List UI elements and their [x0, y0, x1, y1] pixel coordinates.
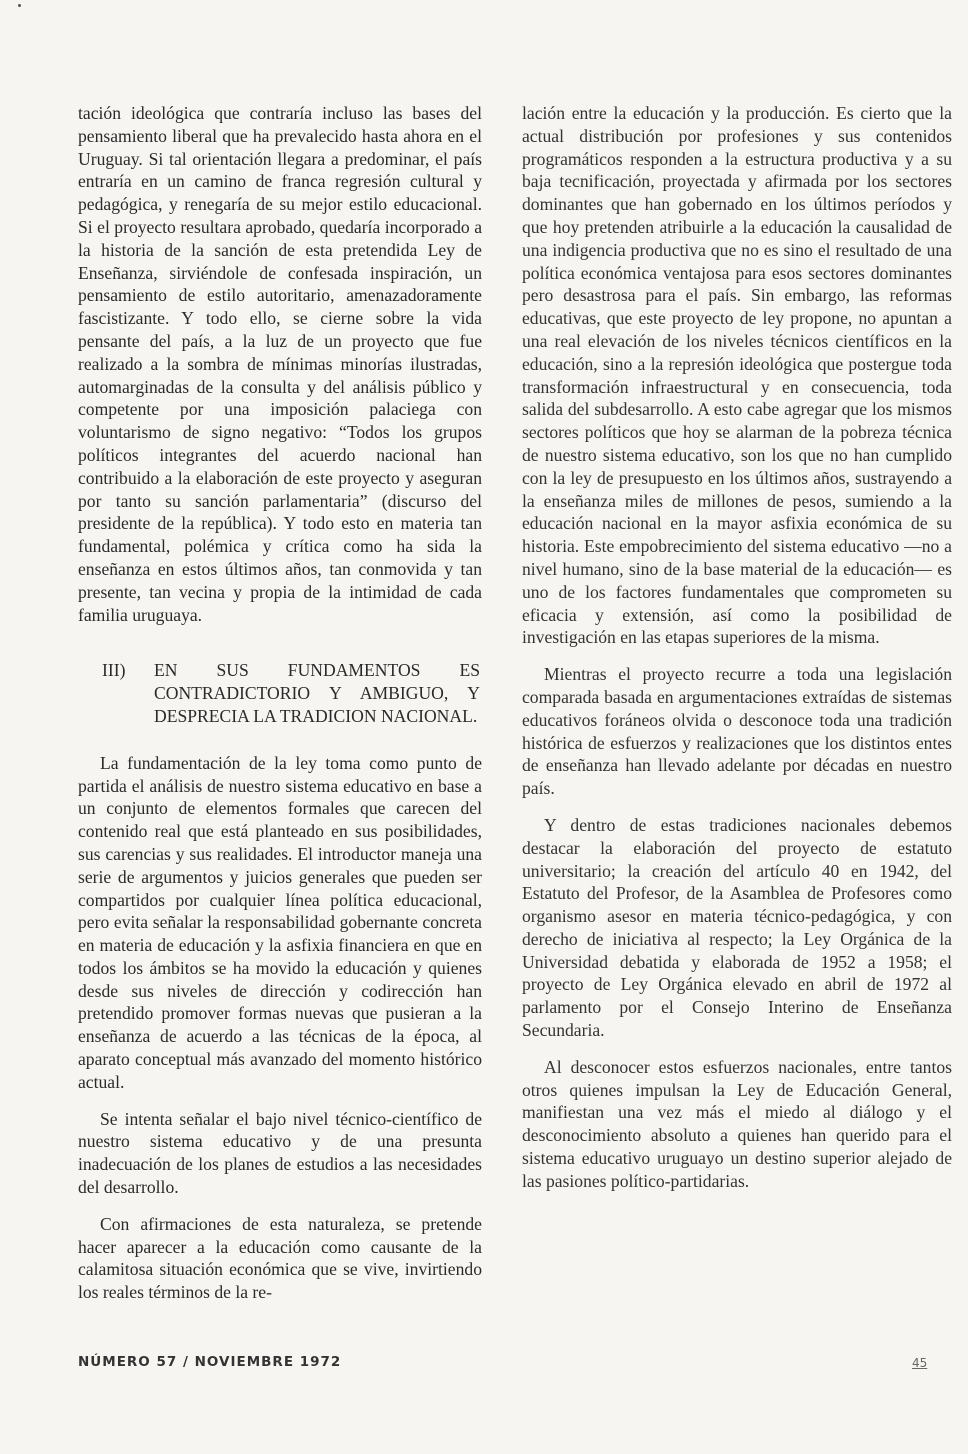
right-paragraph-2: Mientras el proyecto recurre a toda una legislación comparada basada en argumentaciones extraídas de sistemas educativos foráneos olvida o desconoce toda una tradición histórica de esfuerzos y realizaciones que los distintos entes de enseñanza han llevado adelante por décadas en nuestro país.: [522, 664, 952, 799]
section-title: EN SUS FUNDAMENTOS ES CONTRADICTORIO Y AMBIGUO, Y DESPRECIA LA TRADICION NACIONAL.: [154, 660, 480, 726]
left-paragraph-3: Se intenta señalar el bajo nivel técnico-científico de nuestro sistema educativo y de una presunta inadecuación de los planes de estudios a las necesidades del desarrollo.: [78, 1108, 482, 1198]
issue-footer: NÚMERO 57 / NOVIEMBRE 1972: [78, 1354, 342, 1370]
left-column: [78, 102, 482, 1304]
left-paragraph-4: Con afirmaciones de esta naturaleza, se pretende hacer aparecer a la educación como causante de la calamitosa situación económica que se vive, invirtiendo los reales términos de la re-: [78, 1213, 482, 1303]
page-number: 45: [912, 1356, 928, 1370]
left-paragraph-2: La fundamentación de la ley toma como punto de partida el análisis de nuestro sistema educativo en base a un conjunto de elementos formales que carecen del contenido real que está planteado en sus posibilidades, sus carencias y sus realidades. El introductor maneja una serie de argumentos y juicios generales que pueden ser compartidos por cualquier línea política educacional, pero evita señalar la responsabilidad gobernante concreta en materia de educación y la asfixia financiera en que en todos los ámbitos se ha movido la educación y quienes desde sus niveles de dirección y codirección han pretendido promover formas nuevas que pusieran a la enseñanza de acuerdo a las técnicas de la época, al aparato conceptual más avanzado del momento histórico actual.: [78, 752, 482, 1092]
section-number: III): [102, 660, 126, 681]
right-column: [522, 102, 952, 1193]
left-paragraph-1: tación ideológica que contraría incluso las bases del pensamiento liberal que ha prevalecido hasta ahora en el Uruguay. Si tal orientación llegara a predominar, el país entraría en un camino de franca regresión cultural y pedagógica, y renegaría de su mejor estilo educacional. Si el proyecto resultara aprobado, quedaría incorporado a la historia de la sanción de esta pretendida Ley de Enseñanza, sirviéndole de confesada inspiración, un pensamiento de estilo autoritario, amenazadoramente fascistizante. Y todo ello, se cierne sobre la vida pensante del país, a la luz de un proyecto que fue realizado a la sombra de mínimas minorías ilustradas, automarginadas de la consulta y del análisis público y competente por una imposición palaciega con voluntarismo de signo negativo: “Todos los grupos políticos integrantes del acuerdo nacional han contribuido a la elaboración de este proyecto y aseguran por tanto su sanción parlamentaria” (discurso del presidente de la república). Y todo esto en materia tan fundamental, polémica y crítica como ha sida la enseñanza en estos últimos años, tan conmovida y tan presente, tan vecina y propia de la intimidad de cada familia uruguaya.: [78, 103, 482, 625]
section-heading: [102, 659, 482, 727]
right-paragraph-3: Y dentro de estas tradiciones nacionales debemos destacar la elaboración del proyecto de estatuto universitario; la creación del artículo 40 en 1942, del Estatuto del Profesor, de la Asamblea de Profesores como organismo asesor en materia técnico-pedagógica, y con derecho de iniciativa al respecto; la Ley Orgánica de la Universidad debatida y elaborada de 1952 a 1958; el proyecto de Ley Orgánica elevado en abril de 1972 al parlamento por el Consejo Interino de Enseñanza Secundaria.: [522, 814, 952, 1041]
right-paragraph-1: lación entre la educación y la producción. Es cierto que la actual distribución por profesiones y sus contenidos programáticos responden a la estructura productiva y a su baja tecnificación, proyectada y afirmada por los sectores dominantes que han gobernado en los últimos períodos y que hoy pretenden atribuirle a la educación la causalidad de una indigencia productiva que no es sino el resultado de una política económica ventajosa para esos sectores dominantes pero desastrosa para el país. Sin embargo, las reformas educativas, que este proyecto de ley propone, no apuntan a una real elevación de los niveles técnicos científicos en la educación, sino a la represión ideológica que postergue toda transformación infraestructural y en consecuencia, toda salida del subdesarrollo. A esto cabe agregar que los mismos sectores políticos que hoy se alarman de la pobreza técnica de nuestro sistema educativo, son los que no han cumplido con la ley de presupuesto en los últimos años, sustrayendo a la enseñanza miles de millones de pesos, sumiendo a la educación nacional en la mayor asfixia económica de su historia. Este empobrecimiento del sistema educativo —no a nivel humano, sino de la base material de la educación— es uno de los factores fundamentales que comprometen su eficacia y extensión, así como la posibilidad de investigación en las etapas superiores de la misma.: [522, 103, 952, 648]
margin-dot: [18, 4, 21, 7]
right-paragraph-4: Al desconocer estos esfuerzos nacionales, entre tantos otros quienes impulsan la Ley de Educación General, manifiestan una vez más el miedo al diálogo y el desconocimiento absoluto a quienes han querido para el sistema educativo uruguayo un destino superior alejado de las pasiones político-partidarias.: [522, 1056, 952, 1191]
